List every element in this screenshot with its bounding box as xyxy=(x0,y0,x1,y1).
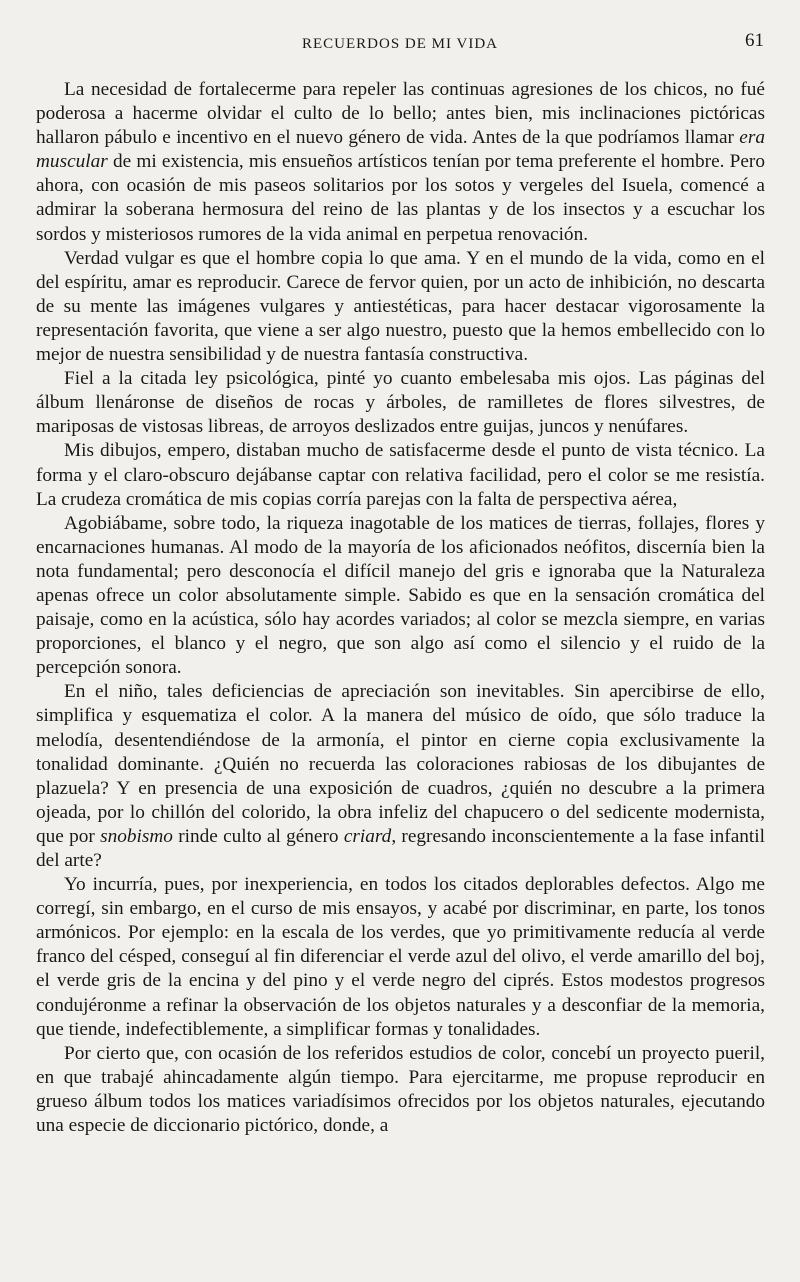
paragraph xyxy=(36,367,765,439)
running-head: RECUERDOS DE MI VIDA xyxy=(302,36,498,52)
italic-text: snobismo xyxy=(100,825,173,847)
text-run: rinde culto al género xyxy=(172,825,344,847)
paragraph xyxy=(36,247,765,367)
paragraph xyxy=(36,1042,765,1138)
paragraph xyxy=(36,512,765,681)
page-number: 61 xyxy=(745,30,764,51)
text-run: Agobiábame, sobre todo, la riqueza inagotable de los matices de tierras, follajes, flores y encarnaciones humanas. Al modo de la mayoría de los aficionados neófitos, discernía bien la nota fundamental; pero desconocía el difícil manejo del gris e ignoraba que la Naturaleza apenas ofrece un color absolutamente simple. Sabido es que en la sensación cromática del paisaje, como en la acústica, sólo hay acordes variados; al color se mezcla siempre, en varias proporciones, el blanco y el negro, que son algo así como el silencio y el ruido de la percepción sonora. xyxy=(36,512,765,679)
page-header xyxy=(36,30,764,58)
text-run: Yo incurría, pues, por inexperiencia, en todos los citados deplorables defectos. Algo me corregí, sin embargo, en el curso de mis ensayos, y acabé por discriminar, en parte, los tonos armónicos. Por ejemplo: en la escala de los verdes, que yo primitivamente reducía al verde franco del césped, conseguí al fin diferenciar el verde azul del olivo, el verde amarillo del boj, el verde gris de la encina y del pino y el verde negro del ciprés. Estos modestos progresos condujéronme a refinar la observación de los objetos naturales y a desconfiar de la memoria, que tiende, indefectiblemente, a simplificar formas y tonalidades. xyxy=(36,874,765,1040)
italic-text: criard xyxy=(343,825,392,847)
text-run: Por cierto que, con ocasión de los referidos estudios de color, concebí un proyecto pueril, en que trabajé ahincadamente algún tiempo. Para ejercitarme, me propuse reproducir en grueso álbum todos los matices variadísimos ofrecidos por los objetos naturales, ejecutando una especie de diccionario pictórico, donde, a xyxy=(36,1042,765,1137)
text-run: Verdad vulgar es que el hombre copia lo que ama. Y en el mundo de la vida, como en el del espíritu, amar es reproducir. Carece de fervor quien, por un acto de inhibición, no descarta de su mente las imágenes vulgares y antiestéticas, para hacer destacar vigorosamente la representación favorita, que viene a ser algo nuestro, puesto que la hemos embellecido con lo mejor de nuestra sensibilidad y de nuestra fantasía constructiva. xyxy=(36,247,765,366)
text-run: , regresando inconscientemente a la fase infantil del arte? xyxy=(36,825,765,871)
text-run: En el niño, tales deficiencias de apreciación son inevitables. Sin apercibirse de ello, simplifica y esquematiza el color. A la manera del músico de oído, que sólo traduce la melodía, desentendiéndose de la armonía, el pintor en cierne copia exclusivamente la tonalidad dominante. ¿Quién no recuerda las coloraciones rabiosas de los dibujantes de plazuela? Y en presencia de una exposición de cuadros, ¿quién no descubre a la primera ojeada, por lo chillón del colorido, la obra infeliz del chapucero o del sedicente modernista, que por xyxy=(36,681,765,847)
text-run: Fiel a la citada ley psicológica, pinté yo cuanto embelesaba mis ojos. Las páginas del álbum llenáronse de diseños de rocas y árboles, de ramilletes de flores silvestres, de mariposas de vistosas libreas, de arroyos deslizados entre guijas, juncos y nenúfares. xyxy=(36,368,765,438)
paragraph xyxy=(36,439,765,511)
body-text xyxy=(36,78,765,1138)
paragraph xyxy=(36,873,765,1042)
text-run: Mis dibujos, empero, distaban mucho de satisfacerme desde el punto de vista técnico. La forma y el claro-obscuro dejábanse captar con relativa facilidad, pero el color se me resistía. La crudeza cromática de mis copias corría parejas con la falta de perspectiva aérea, xyxy=(36,440,765,510)
text-run: La necesidad de fortalecerme para repeler las continuas agresiones de los chicos, no fué poderosa a hacerme olvidar el culto de lo bello; antes bien, mis inclinaciones pictóricas hallaron pábulo e incentivo en el nuevo género de vida. Antes de la que podríamos llamar xyxy=(36,79,765,149)
paragraph xyxy=(36,680,765,873)
text-run: de mi existencia, mis ensueños artísticos tenían por tema preferente el hombre. Pero ahora, con ocasión de mis paseos solitarios por los sotos y vergeles del Isuela, comencé a admirar la soberana hermosura del reino de las plantas y de los insectos y a escuchar los sordos y misteriosos rumores de la vida animal en perpetua renovación. xyxy=(36,151,765,245)
italic-text: era muscular xyxy=(36,127,765,173)
paragraph xyxy=(36,78,765,247)
